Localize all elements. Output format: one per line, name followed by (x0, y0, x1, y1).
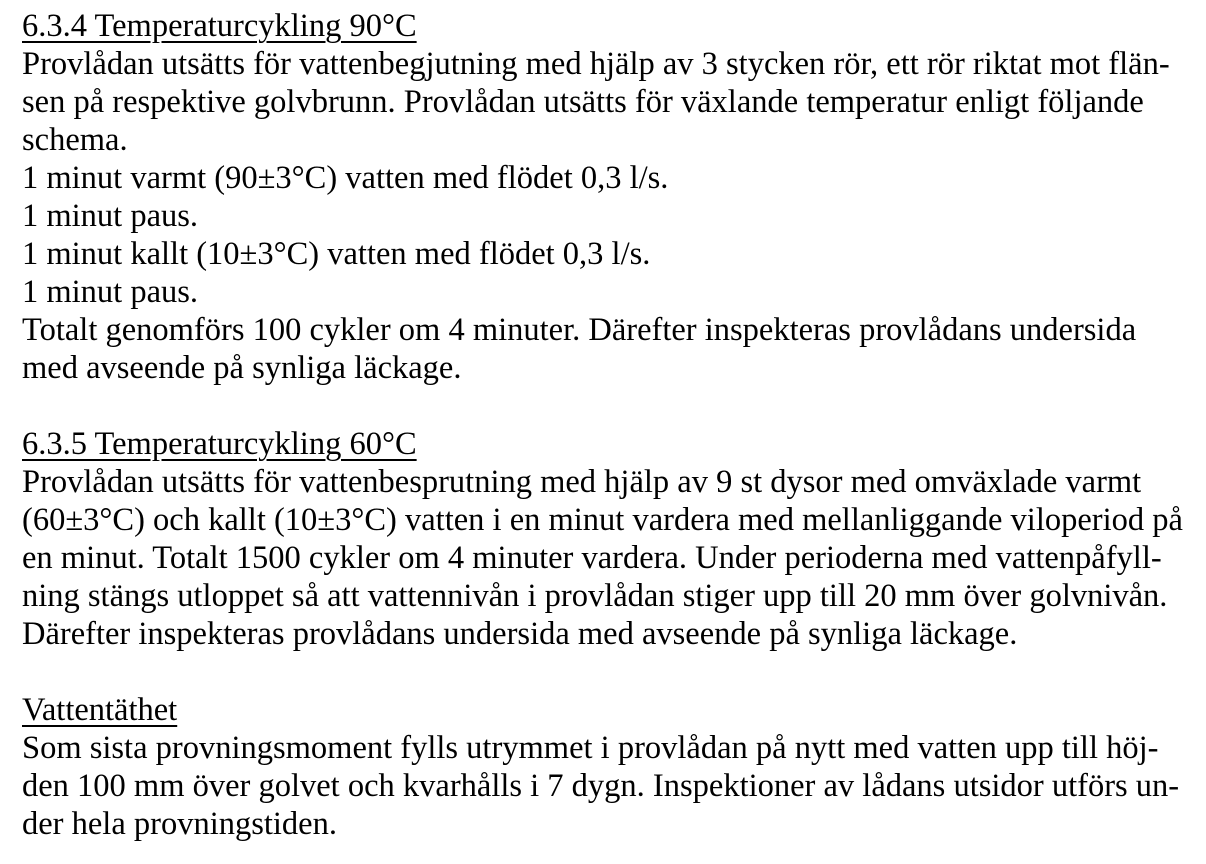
text-line: en minut. Totalt 1500 cykler om 4 minuter vardera. Under perioderna med vattenpåfyll- (22, 540, 1162, 576)
text-line: 1 minut varmt (90±3°C) vatten med flödet 0,3 l/s. (22, 160, 669, 196)
section-heading: 6.3.5 Temperaturcykling 60°C (22, 426, 417, 462)
text-line: Provlådan utsätts för vattenbesprutning med hjälp av 9 st dysor med omväxlade varmt (22, 464, 1142, 500)
text-line: sen på respektive golvbrunn. Provlådan utsätts för växlande temperatur enligt följande (22, 84, 1144, 120)
text-line: Totalt genomförs 100 cykler om 4 minuter. Därefter inspekteras provlådans undersida (22, 312, 1137, 348)
section-temperaturcykling-60 (22, 425, 1206, 653)
text-line: ning stängs utloppet så att vattennivån i provlådan stiger upp till 20 mm över golvnivån. (22, 578, 1168, 614)
text-line: 1 minut paus. (22, 274, 199, 310)
text-line: der hela provningstiden. (22, 806, 337, 842)
text-line: schema. (22, 122, 128, 158)
text-line: 1 minut kallt (10±3°C) vatten med flödet 0,3 l/s. (22, 236, 651, 272)
text-line: Därefter inspekteras provlådans undersida med avseende på synliga läckage. (22, 616, 1018, 652)
section-temperaturcykling-90 (22, 7, 1206, 387)
text-line: Som sista provningsmoment fylls utrymmet i provlådan på nytt med vatten upp till höj- (22, 730, 1159, 766)
text-line: 1 minut paus. (22, 198, 199, 234)
text-line: Provlådan utsätts för vattenbegjutning med hjälp av 3 stycken rör, ett rör riktat mot flän- (22, 46, 1170, 82)
text-line: med avseende på synliga läckage. (22, 350, 462, 386)
text-line: den 100 mm över golvet och kvarhålls i 7 dygn. Inspektioner av lådans utsidor utförs un- (22, 768, 1180, 804)
section-vattentathet (22, 691, 1206, 843)
section-heading: 6.3.4 Temperaturcykling 90°C (22, 8, 417, 44)
text-line: (60±3°C) och kallt (10±3°C) vatten i en minut vardera med mellanliggande viloperiod på (22, 502, 1183, 538)
section-heading: Vattentäthet (22, 692, 178, 728)
